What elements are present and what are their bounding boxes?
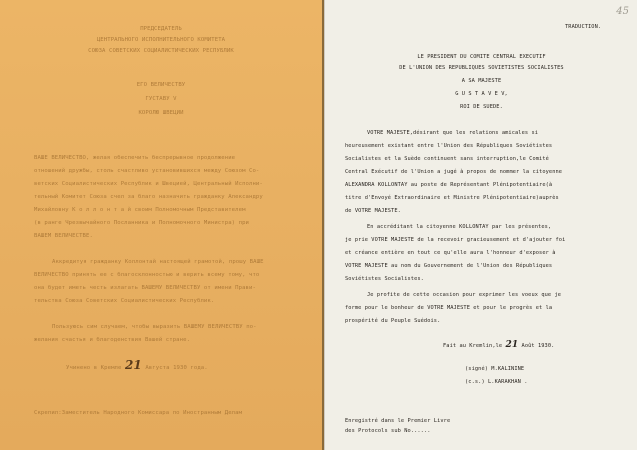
- heading-line-5: ROI DE SUEDE.: [460, 104, 503, 110]
- body-line: heureusement existant entre l'Union des Républiques Soviétistes: [345, 143, 553, 149]
- body-line: Je profite de cette occasion pour exprimer les voeux que je: [367, 292, 562, 298]
- handwritten-day: 21: [505, 340, 519, 350]
- body-line: она будет иметь честь излагать ВАШЕМУ ВЕЛИЧЕСТВУ от имени Прави-: [34, 285, 256, 291]
- address-line-1: ЕГО ВЕЛИЧЕСТВУ: [136, 82, 186, 88]
- body-line: ВЕЛИЧЕСТВО принять ее с благосклонностью и верить всему тому, что: [34, 272, 260, 278]
- body-line: VOTRE MAJESTE,désirant que les relations amicales si: [367, 130, 539, 136]
- body-line: Михайловну К о л л о н т а й своим Полномочным Представителем: [34, 207, 246, 213]
- countersign-line: Скрепил:Заместитель Народного Комиссара по Иностранным Делам: [34, 410, 243, 416]
- registry-line-2: des Protocols sub No......: [345, 428, 431, 434]
- body-line: ветских Социалистических Республик и Швецией, Центральный Исполни-: [34, 181, 263, 187]
- body-line: Аккредитуя гражданку Коллонтай настоящей грамотой, прошу ВАШЕ: [52, 259, 264, 265]
- traduction-label: TRADUCTION.: [565, 24, 602, 30]
- registry-line-1: Enregistré dans le Premier Livre: [345, 418, 451, 424]
- handwritten-day: 21: [124, 358, 142, 372]
- heading-line-1: LE PRESIDENT DU COMITE CENTRAL EXECUTIF: [417, 54, 546, 60]
- body-line: En accréditant la citoyenne KOLLONTAY par les présentes,: [367, 224, 552, 230]
- date-suffix: Августа 1930 года.: [145, 365, 208, 371]
- body-line: ALEXANDRA KOLLONTAY au poste de Représentant Plénipotentiaire(à: [345, 182, 553, 188]
- date-prefix: Учинено в Кремле: [66, 365, 122, 371]
- date-suffix: Août 1930.: [521, 343, 555, 349]
- heading-line-4: G U S T A V E V,: [455, 91, 508, 97]
- signature-kalinine: (signé) M.KALININE: [465, 366, 525, 372]
- address-line-3: КОРОЛЮ ШВЕЦИИ: [138, 110, 184, 116]
- date-line: [443, 342, 554, 350]
- heading-line-3: СОЮЗА СОВЕТСКИХ СОЦИАЛИСТИЧЕСКИХ РЕСПУБЛИК: [88, 48, 234, 54]
- body-line: et créance entière en tout ce qu'elle aura l'honneur d'exposer à: [345, 250, 556, 256]
- body-line: titre d'Envoyé Extraordinaire et Ministre Plénipotentiaire)auprès: [345, 195, 559, 201]
- body-line: Central Exécutif de l'Union a jugé à propos de nommer la citoyenne: [345, 169, 563, 175]
- signature-karakhan: (c.s.) L.KARAKHAN .: [465, 379, 528, 385]
- heading-line-1: ПРЕДСЕДАТЕЛЬ: [140, 26, 182, 32]
- body-line: желания счастья и благоденствия Вашей стране.: [34, 337, 191, 343]
- heading-line-2: ЦЕНТРАЛЬНОГО ИСПОЛНИТЕЛЬНОГО КОМИТЕТА: [96, 37, 226, 43]
- heading-line-3: A SA MAJESTE: [461, 78, 502, 84]
- body-line: ВАШЕ ВЕЛИЧЕСТВО, желая обеспечить беспрерывное продолжение: [34, 155, 236, 161]
- body-line: Пользуюсь сим случаем, чтобы выразить ВАШЕМУ ВЕЛИЧЕСТВУ по-: [52, 324, 257, 330]
- date-prefix: Fait au Kremlin,le: [443, 343, 503, 349]
- body-line: (в ранге Чрезвычайного Посланника и Полномочного Министра) при: [34, 220, 249, 226]
- date-line: [66, 358, 208, 372]
- body-line: Socialistes et la Suède continuent sans interruption,le Comité: [345, 156, 549, 162]
- body-line: тельства Союза Советских Социалистических Республик.: [34, 298, 215, 304]
- page-number: 45: [616, 6, 629, 17]
- heading-line-2: DE L'UNION DES REPUBLIQUES SOVIETISTES SOCIALISTES: [399, 65, 564, 71]
- address-line-2: ГУСТАВУ V: [145, 96, 177, 102]
- body-line: VOTRE MAJESTE au nom du Gouvernement de l'Union des Républiques: [345, 263, 553, 269]
- body-line: отношений дружбы, столь счастливо установившихся между Союзом Со-: [34, 168, 260, 174]
- body-line: prospérité du Peuple Suédois.: [345, 318, 441, 324]
- french-translation-page: [324, 0, 637, 450]
- body-line: de VOTRE MAJESTE.: [345, 208, 401, 214]
- body-line: тельный Комитет Союза счел за благо назначить гражданку Александру: [34, 194, 263, 200]
- body-line: je prie VOTRE MAJESTE de la recevoir gracieusement et d'ajouter foi: [345, 237, 566, 243]
- body-line: Soviétistes Socialistes.: [345, 276, 424, 282]
- body-line: ВАШЕМ ВЕЛИЧЕСТВЕ.: [34, 233, 93, 239]
- body-line: forme pour le bonheur de VOTRE MAJESTE et pour le progrès et la: [345, 305, 553, 311]
